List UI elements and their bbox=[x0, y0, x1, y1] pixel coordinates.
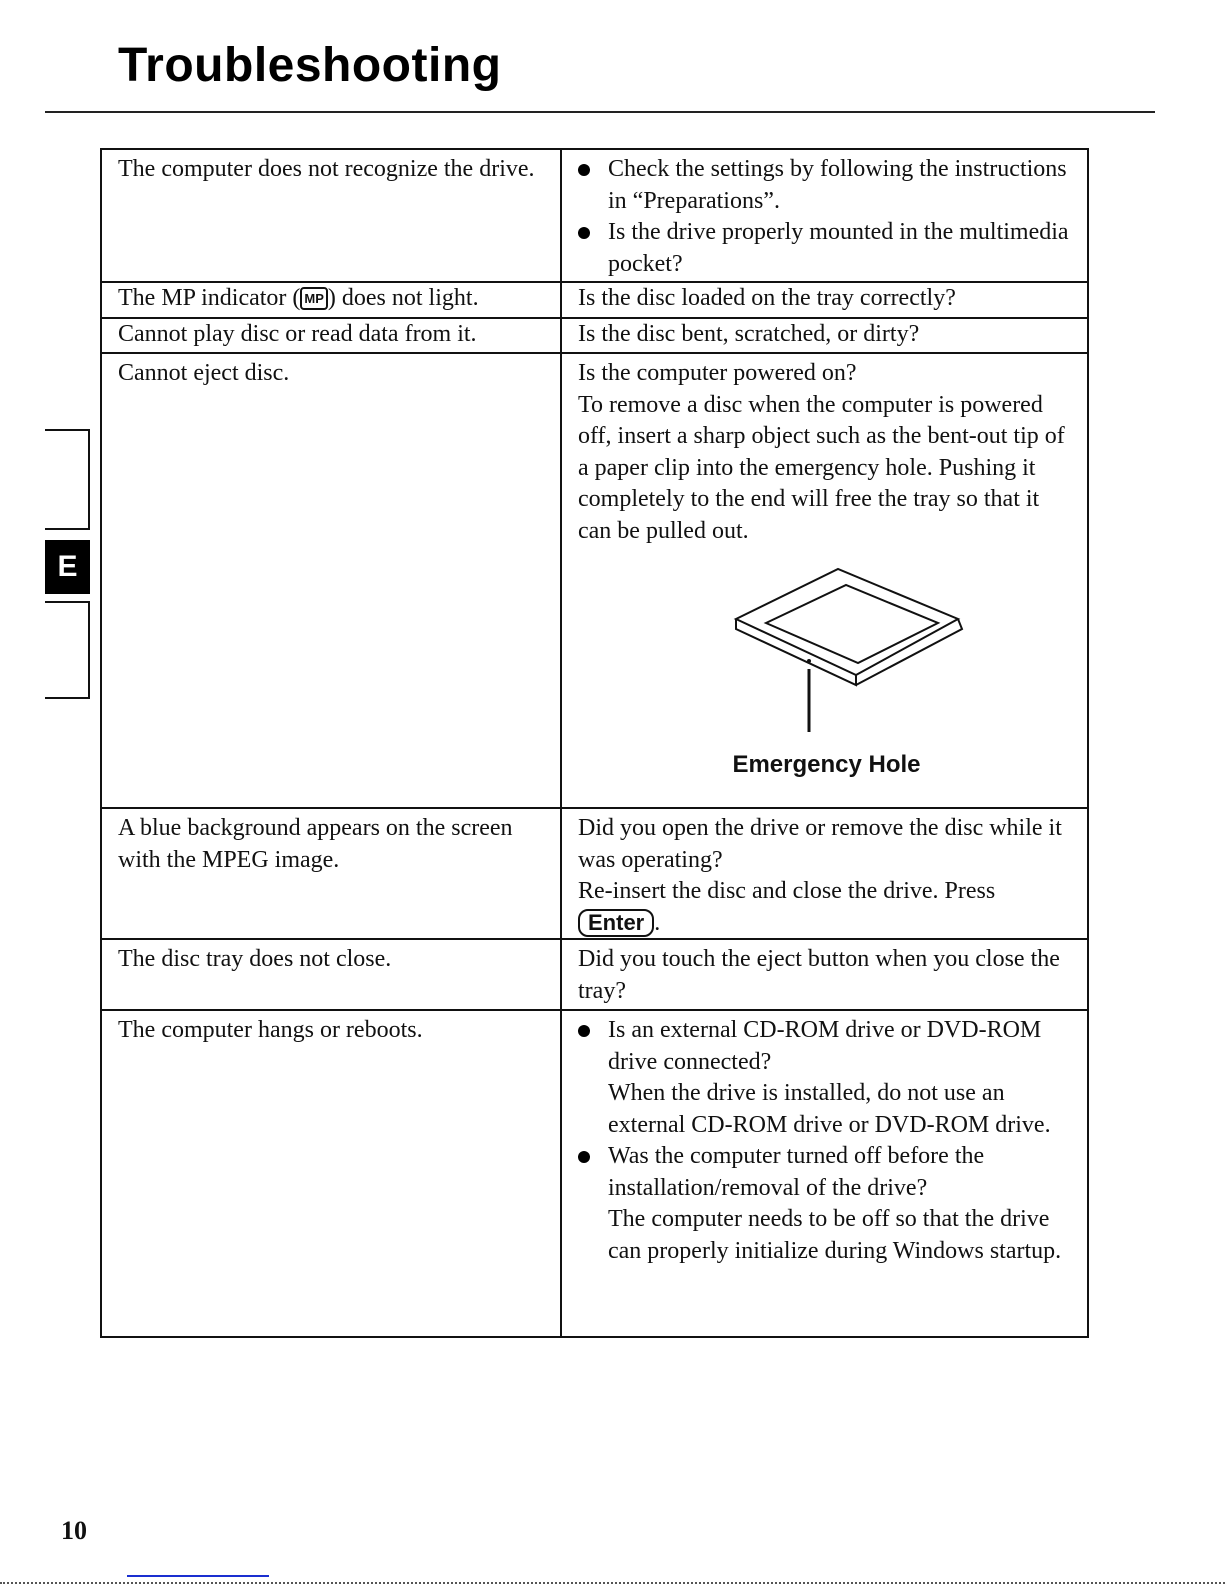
troubleshooting-table bbox=[100, 148, 1089, 1338]
solution-bullet: Was the computer turned off before the installation/removal of the drive? The computer needs to be off so that the drive can properly initialize during Windows startup. bbox=[578, 1141, 1075, 1267]
problem-cell: The computer hangs or reboots. bbox=[102, 1011, 562, 1336]
problem-cell: The MP indicator ( MP ) does not light. bbox=[102, 283, 562, 317]
bullet-icon bbox=[578, 164, 590, 176]
problem-cell: The computer does not recognize the drive. bbox=[102, 150, 562, 281]
title-divider bbox=[45, 111, 1155, 113]
problem-cell: The disc tray does not close. bbox=[102, 940, 562, 1009]
problem-cell: A blue background appears on the screen with the MPEG image. bbox=[102, 809, 562, 938]
solution-cell: Is the disc loaded on the tray correctly? bbox=[578, 285, 956, 311]
bullet-icon bbox=[578, 1151, 590, 1163]
solution-bullet: Is an external CD-ROM drive or DVD-ROM drive connected? When the drive is installed, do not use an external CD-ROM drive or DVD-ROM drive. bbox=[578, 1015, 1075, 1141]
solution-bullet: Check the settings by following the instructions in “Preparations”. bbox=[578, 154, 1075, 217]
table-row bbox=[102, 317, 1087, 352]
solution-cell bbox=[562, 1011, 1087, 1336]
solution-bullet: Is the drive properly mounted in the multimedia pocket? bbox=[578, 217, 1075, 280]
page-title: Troubleshooting bbox=[118, 39, 502, 92]
page-bottom-edge bbox=[0, 1582, 1225, 1584]
solution-cell: Is the disc bent, scratched, or dirty? bbox=[578, 321, 920, 347]
side-index-bracket-top bbox=[45, 429, 90, 530]
table-row bbox=[102, 807, 1087, 938]
optical-drive-icon bbox=[718, 557, 978, 747]
emergency-hole-label: Emergency Hole bbox=[732, 751, 921, 778]
mp-indicator-icon: MP bbox=[300, 287, 328, 310]
problem-cell: Cannot play disc or read data from it. bbox=[102, 319, 562, 352]
bullet-icon bbox=[578, 1025, 590, 1037]
table-row bbox=[102, 938, 1087, 1009]
solution-cell: Did you touch the eject button when you close the tray? bbox=[578, 946, 1060, 1004]
drive-illustration bbox=[578, 557, 1075, 822]
solution-cell bbox=[562, 150, 1087, 281]
page-number: 10 bbox=[61, 1516, 87, 1545]
problem-cell: Cannot eject disc. bbox=[102, 354, 562, 807]
table-row bbox=[102, 281, 1087, 317]
solution-cell: Is the computer powered on? To remove a disc when the computer is powered off, insert a sharp object such as the bent-out tip of a paper clip into the emergency hole. Pushing it completely to the end will free the tray so that it can be pulled out. Emergency Hole bbox=[562, 354, 1087, 807]
side-index-bracket-bottom bbox=[45, 601, 90, 699]
enter-key-icon: Enter bbox=[578, 909, 654, 937]
table-row bbox=[102, 150, 1087, 281]
side-index-tab: E bbox=[45, 540, 90, 594]
footer-accent-line bbox=[127, 1575, 269, 1577]
table-row bbox=[102, 352, 1087, 807]
table-row bbox=[102, 1009, 1087, 1336]
solution-cell: Did you open the drive or remove the disc while it was operating? Re-insert the disc and close the drive. Press Enter . bbox=[578, 815, 1062, 936]
bullet-icon bbox=[578, 227, 590, 239]
